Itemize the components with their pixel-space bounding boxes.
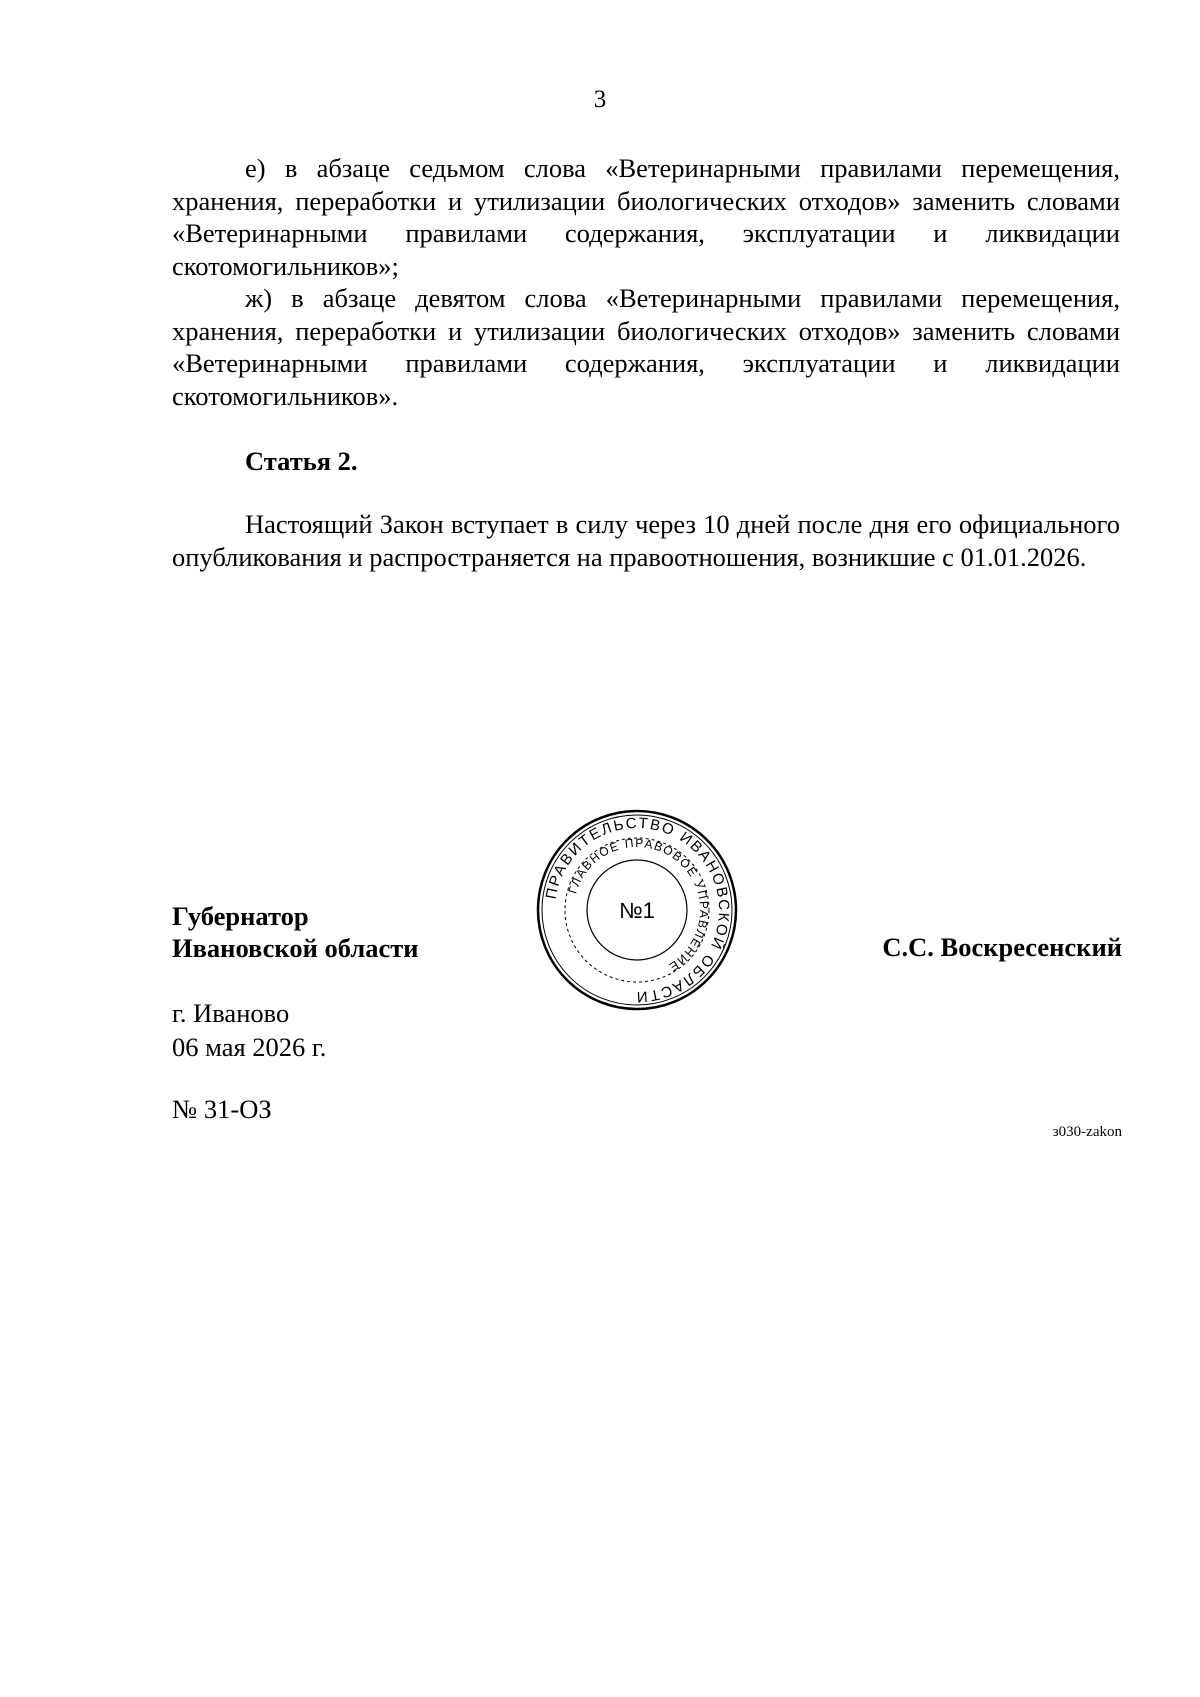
- article-body: [172, 508, 1120, 573]
- amendments-block: [172, 152, 1120, 412]
- paragraph-e: е) в абзаце седьмом слова «Ветеринарными правилами перемещения, хранения, переработки и утилизации биологических отходов» заменить словами «Ветеринарными правилами содержания, эксплуатации и ликвидации скотомогильников»;: [172, 153, 1120, 281]
- article-text: Настоящий Закон вступает в силу через 10 дней после дня его официального опубликования и распространяется на правоотношения, возникшие с 01.01.2026.: [172, 509, 1120, 572]
- signatory-name: С.С. Воскресенский: [882, 932, 1122, 962]
- signatory-title-line-2: Ивановской области: [172, 933, 419, 963]
- seal-inner-text: ГЛАВНОЕ ПРАВОВОЕ УПРАВЛЕНИЕ: [565, 835, 712, 975]
- seal-center-number: №1: [619, 898, 655, 923]
- date: 06 мая 2026 г.: [172, 1032, 327, 1062]
- paragraph-zh: ж) в абзаце девятом слова «Ветеринарными правилами перемещения, хранения, переработки и утилизации биологических отходов» заменить словами «Ветеринарными правилами содержания, эксплуатации и ликвидации скотомогильников».: [172, 283, 1120, 411]
- document-number: № 31-ОЗ: [172, 1094, 272, 1124]
- signatory-title-line-1: Губернатор: [172, 901, 309, 931]
- page-number: 3: [593, 86, 607, 113]
- place: г. Иваново: [172, 998, 290, 1028]
- place-and-date: [172, 996, 326, 1064]
- file-code: з030-zakon: [1052, 1124, 1122, 1140]
- signatory-title: [172, 900, 419, 964]
- official-seal: [533, 806, 741, 1014]
- article-heading: Статья 2.: [245, 446, 358, 476]
- seal-outer-text: ПРАВИТЕЛЬСТВО ИВАНОВСКОЙ ОБЛАСТИ: [542, 814, 733, 1006]
